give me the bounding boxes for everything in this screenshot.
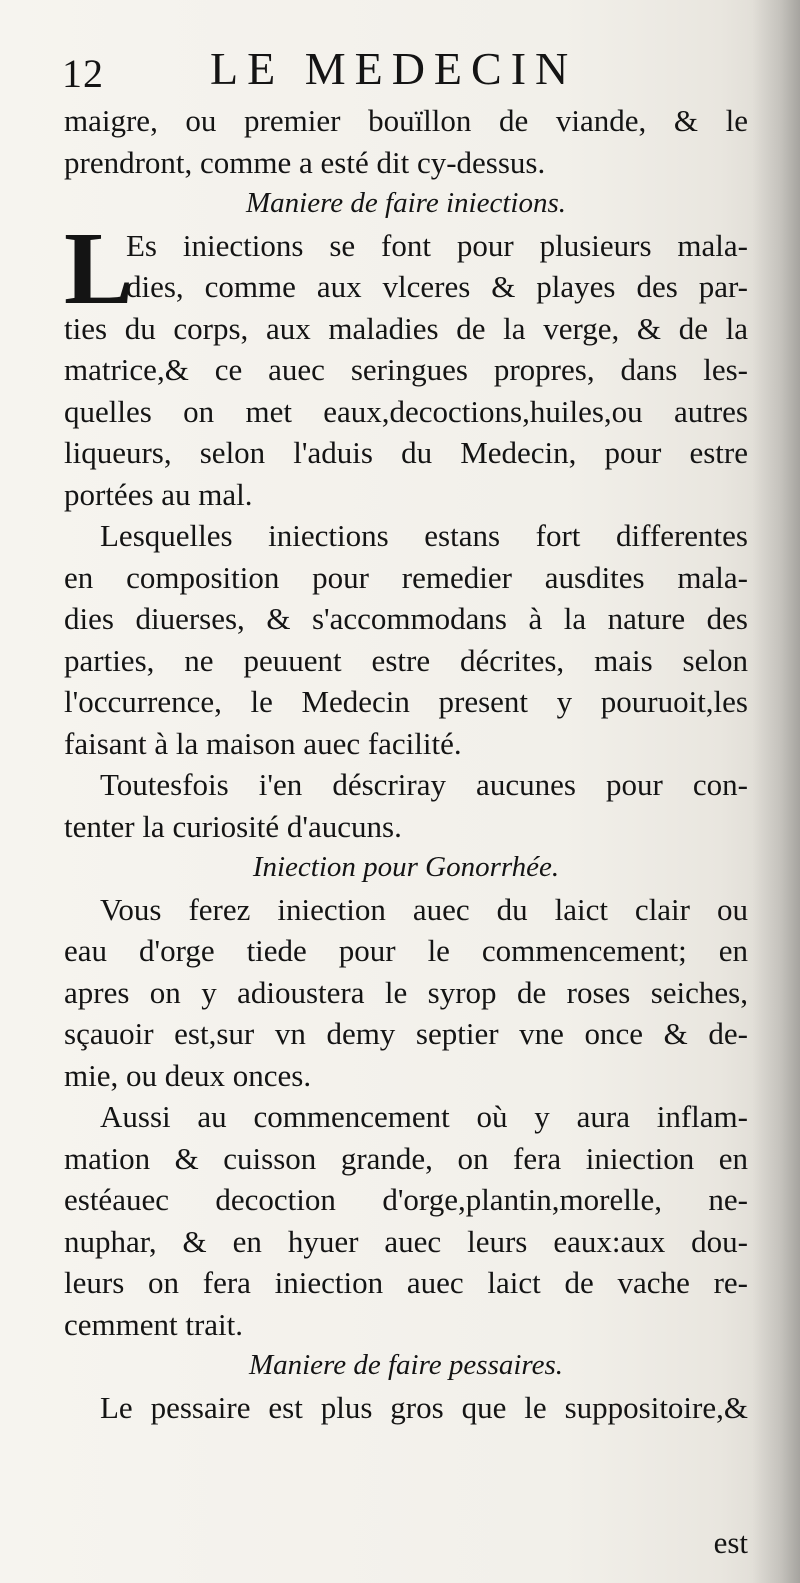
text-line: Lesquelles iniections estans fort differentes	[100, 518, 748, 553]
text-line: Es iniections se font pour plusieurs mala-	[126, 227, 748, 263]
text-line: dies diuerses, & s'accommodans à la nature des	[64, 601, 748, 636]
text-line: parties, ne peuuent estre décrites, mais selon	[64, 642, 748, 678]
page-header	[62, 42, 762, 98]
text-line: leurs on fera iniection auec laict de vache re-	[64, 1265, 748, 1300]
first-paragraph	[64, 210, 748, 326]
text-line: Le pessaire est plus gros que le suppositoire,&	[100, 1389, 748, 1425]
text-line: Toutesfois i'en déscriray aucunes pour con-	[100, 767, 748, 802]
text-line: maigre, ou premier bouïllon de viande, & le	[64, 103, 748, 138]
text-line: nuphar, & en hyuer auec leurs eaux:aux dou-	[64, 1223, 748, 1259]
text-line: tenter la curiosité d'aucuns.	[64, 808, 402, 844]
catchword: est	[713, 1525, 748, 1560]
text-line: portées au mal.	[64, 476, 253, 512]
text-line: ties du corps, aux maladies de la verge, & de la	[64, 310, 748, 346]
text-line: faisant à la maison auec facilité.	[64, 725, 462, 761]
text-line: liqueurs, selon l'aduis du Medecin, pour estre	[64, 435, 748, 470]
text-line: en composition pour remedier ausdites mala-	[64, 559, 748, 595]
text-line: quelles on met eaux,decoctions,huiles,ou autres	[64, 393, 748, 429]
section-heading: Maniere de faire pessaires.	[248, 1349, 564, 1381]
text-line: prendront, comme a esté dit cy-dessus.	[64, 144, 546, 180]
page-number: 12	[62, 51, 104, 96]
section-heading: Maniere de faire iniections.	[246, 187, 566, 219]
text-line: Aussi au commencement où y aura inflam-	[100, 1099, 748, 1134]
text-line: l'occurrence, le Medecin present y pouruoit,les	[64, 684, 748, 719]
page-edge-shadow	[752, 0, 800, 1583]
text-line: mie, ou deux onces.	[64, 1057, 312, 1093]
text-line: estéauec decoction d'orge,plantin,morelle, ne-	[64, 1182, 748, 1217]
text-line: apres on y adioustera le syrop de roses seiches,	[64, 974, 748, 1010]
text-line: mation & cuisson grande, on fera iniection en	[64, 1140, 748, 1176]
drop-cap-letter: L	[64, 210, 134, 326]
running-head: LE MEDECIN	[210, 43, 578, 94]
section-heading: Iniection pour Gonorrhée.	[252, 851, 560, 883]
text-line: eau d'orge tiede pour le commencement; en	[64, 933, 748, 968]
text-line: dies, comme aux vlceres & playes des par-	[126, 269, 748, 304]
body-text	[64, 100, 748, 1428]
text-line: matrice,& ce auec seringues propres, dans les-	[64, 352, 748, 387]
text-line: sçauoir est,sur vn demy septier vne once & de-	[64, 1016, 748, 1051]
text-line: cemment trait.	[64, 1306, 244, 1342]
text-line: Vous ferez iniection auec du laict clair ou	[100, 891, 748, 927]
